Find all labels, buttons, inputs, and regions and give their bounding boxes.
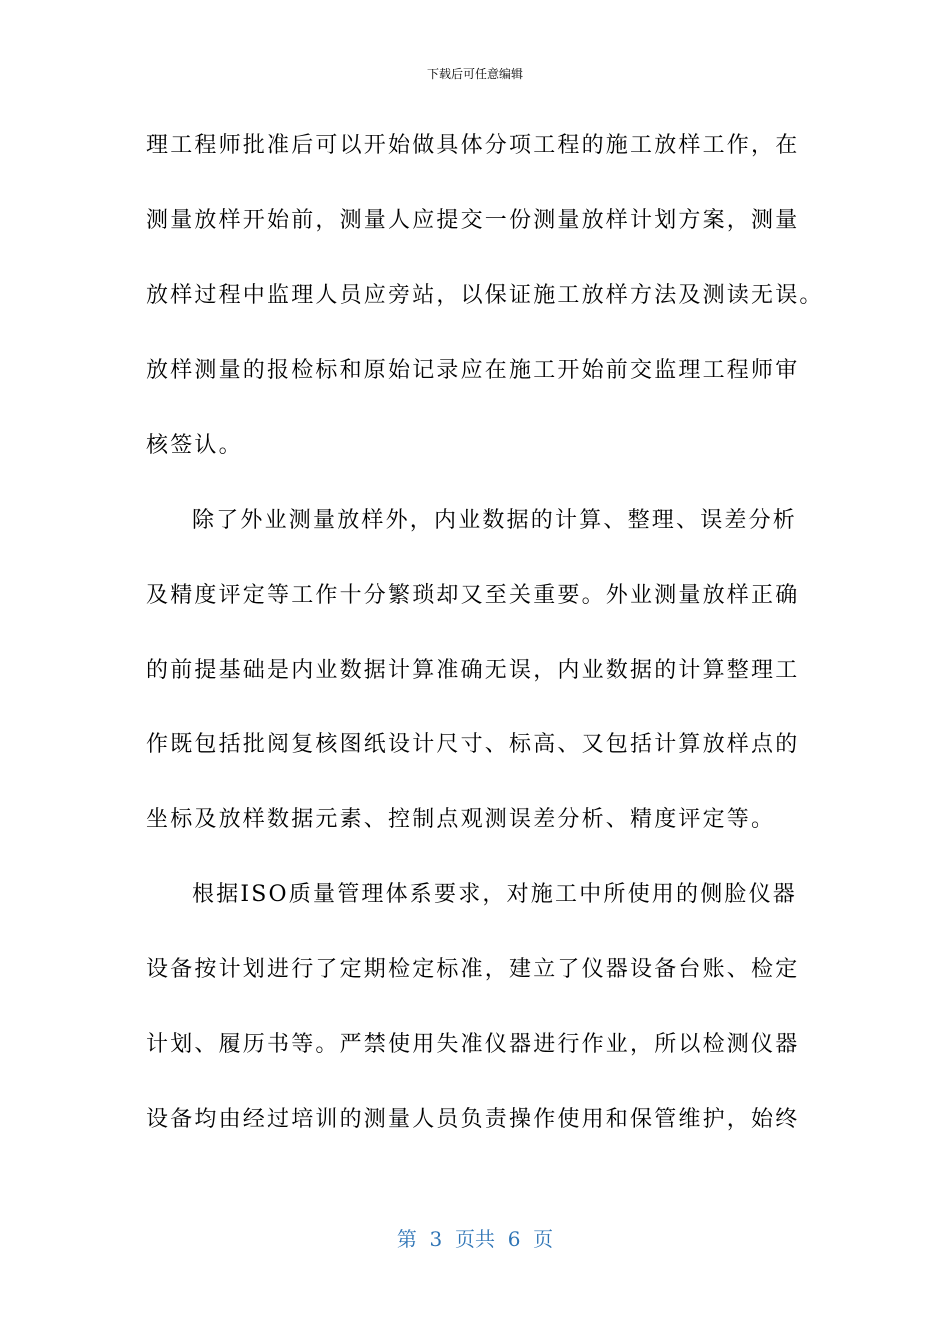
page-number-footer: 第 3 页共 6 页: [396, 1227, 554, 1251]
text-line: 设备均由经过培训的测量人员负责操作使用和保管维护，始终: [146, 1107, 800, 1132]
text-line: 放样过程中监理人员应旁站，以保证施工放样方法及测读无误。: [146, 283, 824, 308]
text-line: 的前提基础是内业数据计算准确无误，内业数据的计算整理工: [146, 658, 800, 683]
text-line: 根据ISO质量管理体系要求，对施工中所使用的侧脸仪器: [192, 882, 797, 907]
text-line: 及精度评定等工作十分繁琐却又至关重要。外业测量放样正确: [146, 583, 800, 608]
text-line: 核签认。: [146, 433, 243, 458]
text-line: 放样测量的报检标和原始记录应在施工开始前交监理工程师审: [146, 358, 800, 383]
text-line: 除了外业测量放样外，内业数据的计算、整理、误差分析: [192, 508, 798, 533]
text-line: 设备按计划进行了定期检定标准，建立了仪器设备台账、检定: [146, 957, 800, 982]
text-line: 计划、履历书等。严禁使用失准仪器进行作业，所以检测仪器: [146, 1032, 800, 1057]
text-line: 测量放样开始前，测量人应提交一份测量放样计划方案，测量: [146, 208, 800, 233]
text-line: 作既包括批阅复核图纸设计尺寸、标高、又包括计算放样点的: [146, 732, 800, 757]
page-header: 下载后可任意编辑: [426, 67, 523, 81]
text-line: 理工程师批准后可以开始做具体分项工程的施工放样工作，在: [146, 133, 800, 158]
text-line: 坐标及放样数据元素、控制点观测误差分析、精度评定等。: [146, 807, 776, 832]
